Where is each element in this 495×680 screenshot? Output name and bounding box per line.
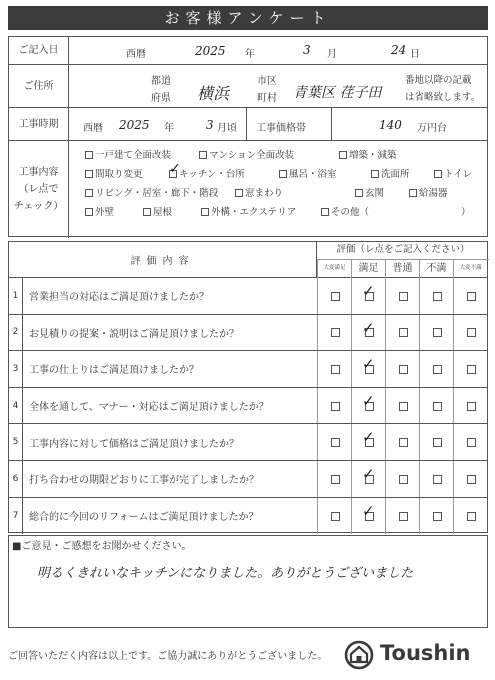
- opinion-box: [8, 535, 488, 628]
- work-option-label: 屋根: [153, 207, 173, 218]
- work-option-checkbox[interactable]: [169, 161, 181, 178]
- rating-cell: [351, 388, 385, 424]
- price-unit: 万円台: [417, 123, 447, 134]
- work-option[interactable]: [199, 147, 294, 161]
- work-content-label-1: 工事内容: [18, 167, 59, 178]
- work-option-label: 洗面所: [381, 169, 410, 180]
- rating-column-header: 大変満足: [317, 259, 351, 278]
- rating-checkbox[interactable]: [399, 328, 408, 337]
- rating-checkbox[interactable]: [331, 475, 340, 484]
- question-number: 1: [9, 278, 23, 314]
- question-number: 6: [9, 461, 23, 497]
- period-month-unit: 月頃: [217, 123, 237, 134]
- question-number: 7: [9, 498, 23, 535]
- work-content-row: [9, 141, 487, 238]
- period-era: 西暦: [83, 123, 103, 134]
- rating-cell: [419, 388, 453, 424]
- question-row: [9, 315, 487, 352]
- rating-checkbox[interactable]: [331, 365, 340, 374]
- work-option[interactable]: [85, 166, 143, 180]
- work-option-label: 窓まわり: [245, 188, 284, 199]
- work-option[interactable]: [321, 204, 369, 218]
- rating-checkbox[interactable]: [433, 365, 442, 374]
- work-option-checkbox[interactable]: [279, 170, 287, 178]
- period-year-unit: 年: [164, 123, 174, 134]
- rating-cell: [317, 388, 351, 424]
- rating-checkbox[interactable]: [331, 292, 340, 301]
- city-line2: 町村: [257, 93, 277, 104]
- period-month: 3: [206, 118, 214, 132]
- rating-cell: [385, 351, 419, 387]
- rating-checkbox[interactable]: [399, 365, 408, 374]
- rating-checkbox[interactable]: [467, 328, 476, 337]
- rating-checkbox[interactable]: [399, 512, 408, 521]
- question-text: 工事の仕上りはご満足頂けましたか？: [29, 365, 199, 377]
- rating-checkbox[interactable]: [433, 292, 442, 301]
- check-mark-icon: ✓: [362, 318, 375, 337]
- period-label: 工事時期: [9, 108, 69, 140]
- rating-cell: [385, 461, 419, 497]
- date-day-unit: 日: [410, 49, 420, 60]
- rating-cell: [453, 315, 487, 351]
- address-label: ご住所: [9, 65, 69, 107]
- date-era: 西暦: [126, 49, 146, 60]
- work-option-label: 外壁: [95, 207, 115, 218]
- other-paren-close: ）: [461, 207, 471, 218]
- work-option-checkbox[interactable]: [339, 151, 347, 159]
- pref-line2: 府県: [151, 93, 171, 104]
- question-text: 工事内容に対して価格はご満足頂けましたか？: [29, 438, 239, 450]
- question-text: 打ち合わせの期限どおりに工事が完了しましたか？: [29, 475, 259, 487]
- customer-info-table: [8, 36, 488, 237]
- check-mark-icon: ✓: [362, 428, 375, 447]
- question-text: 営業担当の対応はご満足頂けましたか？: [29, 292, 209, 304]
- rating-cell: [385, 388, 419, 424]
- check-mark-icon: ✓: [362, 355, 375, 374]
- company-logo: [344, 640, 489, 672]
- rating-checkbox[interactable]: [467, 365, 476, 374]
- work-option-checkbox[interactable]: [85, 151, 93, 159]
- work-option[interactable]: [434, 166, 472, 180]
- work-option-checkbox[interactable]: [85, 189, 93, 197]
- date-month-unit: 月: [327, 49, 337, 60]
- rating-checkbox[interactable]: [331, 438, 340, 447]
- question-row: [9, 424, 487, 461]
- survey-title: お客様アンケート: [8, 6, 488, 30]
- work-option[interactable]: [201, 204, 296, 218]
- period-year: 2025: [119, 118, 150, 132]
- rating-cell: [385, 498, 419, 535]
- period-divider-2: [331, 108, 332, 140]
- work-option-checkbox[interactable]: [201, 208, 209, 216]
- question-row: [9, 388, 487, 425]
- price-value: 140: [379, 118, 402, 132]
- rating-cell: [385, 424, 419, 460]
- rating-cell: [351, 461, 385, 497]
- rating-checkbox[interactable]: [433, 328, 442, 337]
- work-option-label: リビング・居室・廊下・階段: [95, 188, 219, 199]
- check-mark-icon: ✓: [169, 161, 181, 177]
- date-year-unit: 年: [245, 49, 255, 60]
- work-option-label: 給湯器: [419, 188, 448, 199]
- rating-checkbox[interactable]: [433, 438, 442, 447]
- work-option-checkbox[interactable]: [321, 208, 329, 216]
- rating-cell: [419, 315, 453, 351]
- address-row: [9, 65, 487, 108]
- work-option-label: 玄関: [365, 188, 385, 199]
- rating-cell: [351, 278, 385, 314]
- check-mark-icon: ✓: [362, 501, 375, 520]
- work-option[interactable]: [143, 204, 172, 218]
- city-line1: 市区: [257, 76, 277, 87]
- rating-cell: [419, 351, 453, 387]
- check-mark-icon: ✓: [362, 391, 375, 410]
- footer-thanks: ご回答いただく内容は以上です。ご協力誠にありがとうございました。: [8, 651, 328, 662]
- logo-text: Toushin: [380, 641, 471, 665]
- rating-cell: [385, 278, 419, 314]
- work-option[interactable]: [339, 147, 397, 161]
- address-note-1: 番地以降の記載: [405, 75, 472, 86]
- rating-cell: [317, 461, 351, 497]
- rating-checkbox[interactable]: [433, 402, 442, 411]
- check-mark-icon: ✓: [362, 282, 375, 300]
- work-option[interactable]: [85, 185, 218, 199]
- rating-checkbox[interactable]: [467, 292, 476, 301]
- rating-cell: [317, 315, 351, 351]
- period-row: [9, 108, 487, 141]
- rating-checkbox[interactable]: [399, 402, 408, 411]
- rating-cell: [453, 388, 487, 424]
- rating-checkbox[interactable]: [467, 402, 476, 411]
- rating-column-header: 大変不満: [453, 259, 487, 278]
- question-text: 全体を通して、マナー・対応はご満足頂けましたか？: [29, 402, 269, 414]
- rating-column-header: 満足: [351, 259, 385, 278]
- work-content-label-2: （レ点で: [18, 184, 59, 195]
- work-option-label: 風呂・浴室: [289, 169, 337, 180]
- work-option-checkbox[interactable]: [434, 170, 442, 178]
- question-row: [9, 351, 487, 388]
- opinion-label: ■ご意見・ご感想をお聞かせください。: [12, 541, 192, 552]
- work-option-label: 増築・減築: [349, 150, 397, 161]
- work-option[interactable]: [409, 185, 448, 199]
- date-month: 3: [303, 43, 311, 57]
- rating-cell: [453, 498, 487, 535]
- question-row: [9, 461, 487, 498]
- work-option-checkbox[interactable]: [143, 208, 151, 216]
- rating-column-header: 普通: [385, 259, 419, 278]
- work-option-checkbox[interactable]: [85, 208, 93, 216]
- rating-checkbox[interactable]: [399, 292, 408, 301]
- rating-cell: [385, 315, 419, 351]
- work-option[interactable]: [235, 185, 283, 199]
- rating-checkbox[interactable]: [399, 475, 408, 484]
- rating-cell: [453, 278, 487, 314]
- work-option-label: 外構・エクステリア: [211, 207, 297, 218]
- question-text: お見積りの提案・説明はご満足頂けましたか？: [29, 328, 239, 340]
- city-value: 青葉区 荏子田: [293, 85, 382, 101]
- rating-cell: [351, 315, 385, 351]
- address-note-2: は省略致します。: [405, 92, 481, 103]
- date-year: 2025: [195, 44, 226, 58]
- question-number: 5: [9, 424, 23, 460]
- date-row: [9, 37, 487, 65]
- rating-cell: [317, 424, 351, 460]
- question-number: 2: [9, 315, 23, 351]
- rating-cell: [419, 461, 453, 497]
- work-option[interactable]: [85, 147, 171, 161]
- work-option-label: キッチン・台所: [179, 169, 245, 180]
- rating-checkbox[interactable]: [433, 512, 442, 521]
- rating-cell: [453, 351, 487, 387]
- rating-column-header: 不満: [419, 259, 453, 278]
- question-row: [9, 278, 487, 315]
- rating-checkbox[interactable]: [467, 512, 476, 521]
- rating-cell: [351, 351, 385, 387]
- work-option-checkbox[interactable]: [371, 170, 379, 178]
- work-option[interactable]: [279, 166, 337, 180]
- rating-cell: [317, 498, 351, 535]
- rating-checkbox[interactable]: [331, 402, 340, 411]
- question-number: 4: [9, 388, 23, 424]
- rating-checkbox[interactable]: [331, 512, 340, 521]
- question-row: [9, 498, 487, 535]
- evaluation-header-label: 評価内容: [9, 242, 317, 277]
- rating-checkbox[interactable]: [467, 475, 476, 484]
- rating-cell: [453, 461, 487, 497]
- pref-line1: 都道: [151, 76, 171, 87]
- rating-checkbox[interactable]: [467, 438, 476, 447]
- work-option[interactable]: [85, 204, 114, 218]
- work-option-checkbox[interactable]: [199, 151, 207, 159]
- rating-cell: [351, 424, 385, 460]
- rating-cell: [453, 424, 487, 460]
- work-option-checkbox[interactable]: [85, 170, 93, 178]
- check-mark-icon: ✓: [362, 465, 375, 483]
- work-option-checkbox[interactable]: [355, 189, 363, 197]
- work-option-checkbox[interactable]: [235, 189, 243, 197]
- pref-value: 横浜: [197, 84, 230, 103]
- work-option-label: マンション全面改装: [209, 150, 295, 161]
- work-option-label: 一戸建て全面改装: [95, 150, 172, 161]
- question-text: 総合的に今回のリフォームはご満足頂けましたか？: [29, 512, 259, 524]
- opinion-text: 明るくきれいなキッチンになりました。ありがとうございました: [37, 566, 414, 581]
- rating-checkbox[interactable]: [331, 328, 340, 337]
- rating-header: 評価（レ点をご記入ください）: [336, 244, 470, 255]
- work-option-label: トイレ: [444, 169, 473, 180]
- work-option-label: その他（: [331, 207, 370, 218]
- work-option[interactable]: [371, 166, 410, 180]
- date-label: ご記入日: [9, 37, 69, 64]
- rating-checkbox[interactable]: [433, 475, 442, 484]
- work-content-label-3: チェック）: [13, 201, 64, 212]
- rating-cell: [419, 498, 453, 535]
- work-option[interactable]: [355, 185, 384, 199]
- rating-checkbox[interactable]: [399, 438, 408, 447]
- work-content-label: [9, 141, 69, 238]
- evaluation-table: [8, 241, 488, 533]
- rating-cell: [419, 278, 453, 314]
- rating-cell: [317, 278, 351, 314]
- question-number: 3: [9, 351, 23, 387]
- price-label: 工事価格帯: [256, 123, 306, 134]
- work-option-label: 間取り変更: [95, 169, 143, 180]
- rating-cell: [317, 351, 351, 387]
- house-logo-icon: [344, 640, 374, 670]
- period-divider-1: [246, 108, 247, 140]
- rating-cell: [351, 498, 385, 535]
- date-day: 24: [391, 43, 407, 57]
- rating-cell: [419, 424, 453, 460]
- work-option-checkbox[interactable]: [409, 189, 417, 197]
- evaluation-header: [9, 242, 487, 278]
- work-option[interactable]: [169, 161, 245, 180]
